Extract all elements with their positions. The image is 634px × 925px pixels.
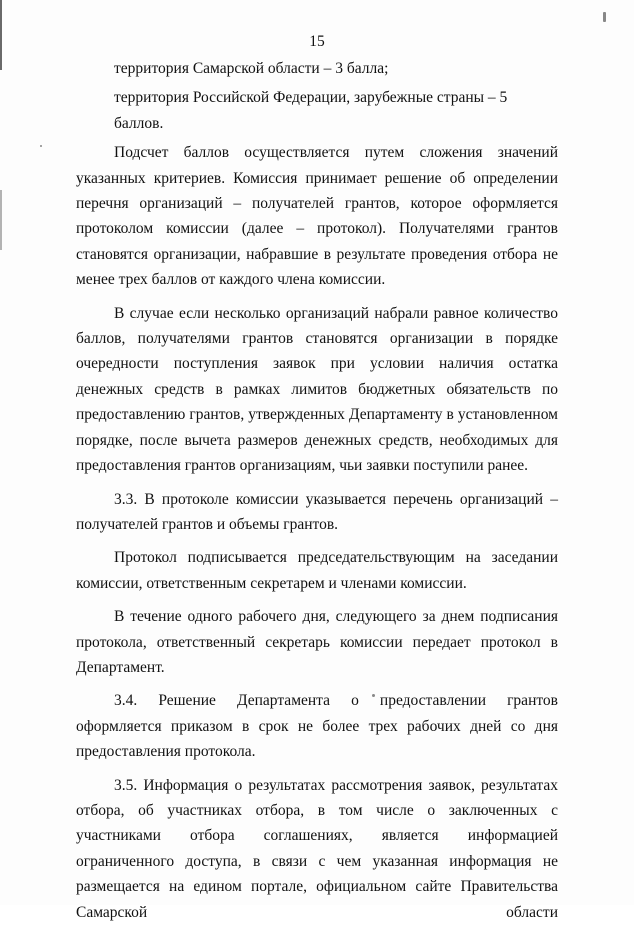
scan-edge-mark: [0, 190, 2, 250]
paragraph: Подсчет баллов осуществляется путем сложения значений указанных критериев. Комиссия принимает решение об определении перечня организаций – получателей грантов, которое оформляется протоколом комиссии (далее – протокол). Получателями грантов становятся организации, набравшие в результате проведения отбора не менее трех баллов от каждого члена комиссии.: [76, 144, 558, 289]
list-line: территория Российской Федерации, зарубежные страны – 5 баллов.: [114, 89, 508, 132]
paragraph: Протокол подписывается председательствующим на заседании комиссии, ответственным секретарем и членами комиссии.: [76, 549, 558, 592]
paragraph: В случае если несколько организаций набрали равное количество баллов, получателями грантов становятся организации в порядке очередности поступления заявок при условии наличия остатка денежных средств в рамках лимитов бюджетных обязательств по предоставлению грантов, утвержденных Департаменту в установленном порядке, после вычета размеров денежных средств, необходимых для предоставления грантов организациям, чьи заявки поступили ранее.: [76, 304, 558, 475]
list-line: территория Самарской области – 3 балла;: [114, 60, 389, 77]
body-text: [76, 56, 558, 925]
paragraph: 3.5. Информация о результатах рассмотрения заявок, результатах отбора, об участниках отбора, в том числе о заключенных с участниками отбора соглашениях, является информацией ограниченного доступа, в связи с чем указанная информация не размещается на едином портале, официальном сайте Правительства Самарской области: [76, 776, 558, 921]
page-number: 15: [309, 33, 325, 50]
paragraph: 3.3. В протоколе комиссии указывается перечень организаций – получателей грантов и объемы грантов.: [76, 490, 558, 533]
scan-speck: [40, 145, 42, 147]
paragraph: 3.4. Решение Департамента о предоставлении грантов оформляется приказом в срок не более трех рабочих дней со дня предоставления протокола.: [76, 692, 558, 761]
scan-speck: [603, 12, 606, 22]
paragraph: В течение одного рабочего дня, следующего за днем подписания протокола, ответственный секретарь комиссии передает протокол в Департамент.: [76, 608, 558, 676]
